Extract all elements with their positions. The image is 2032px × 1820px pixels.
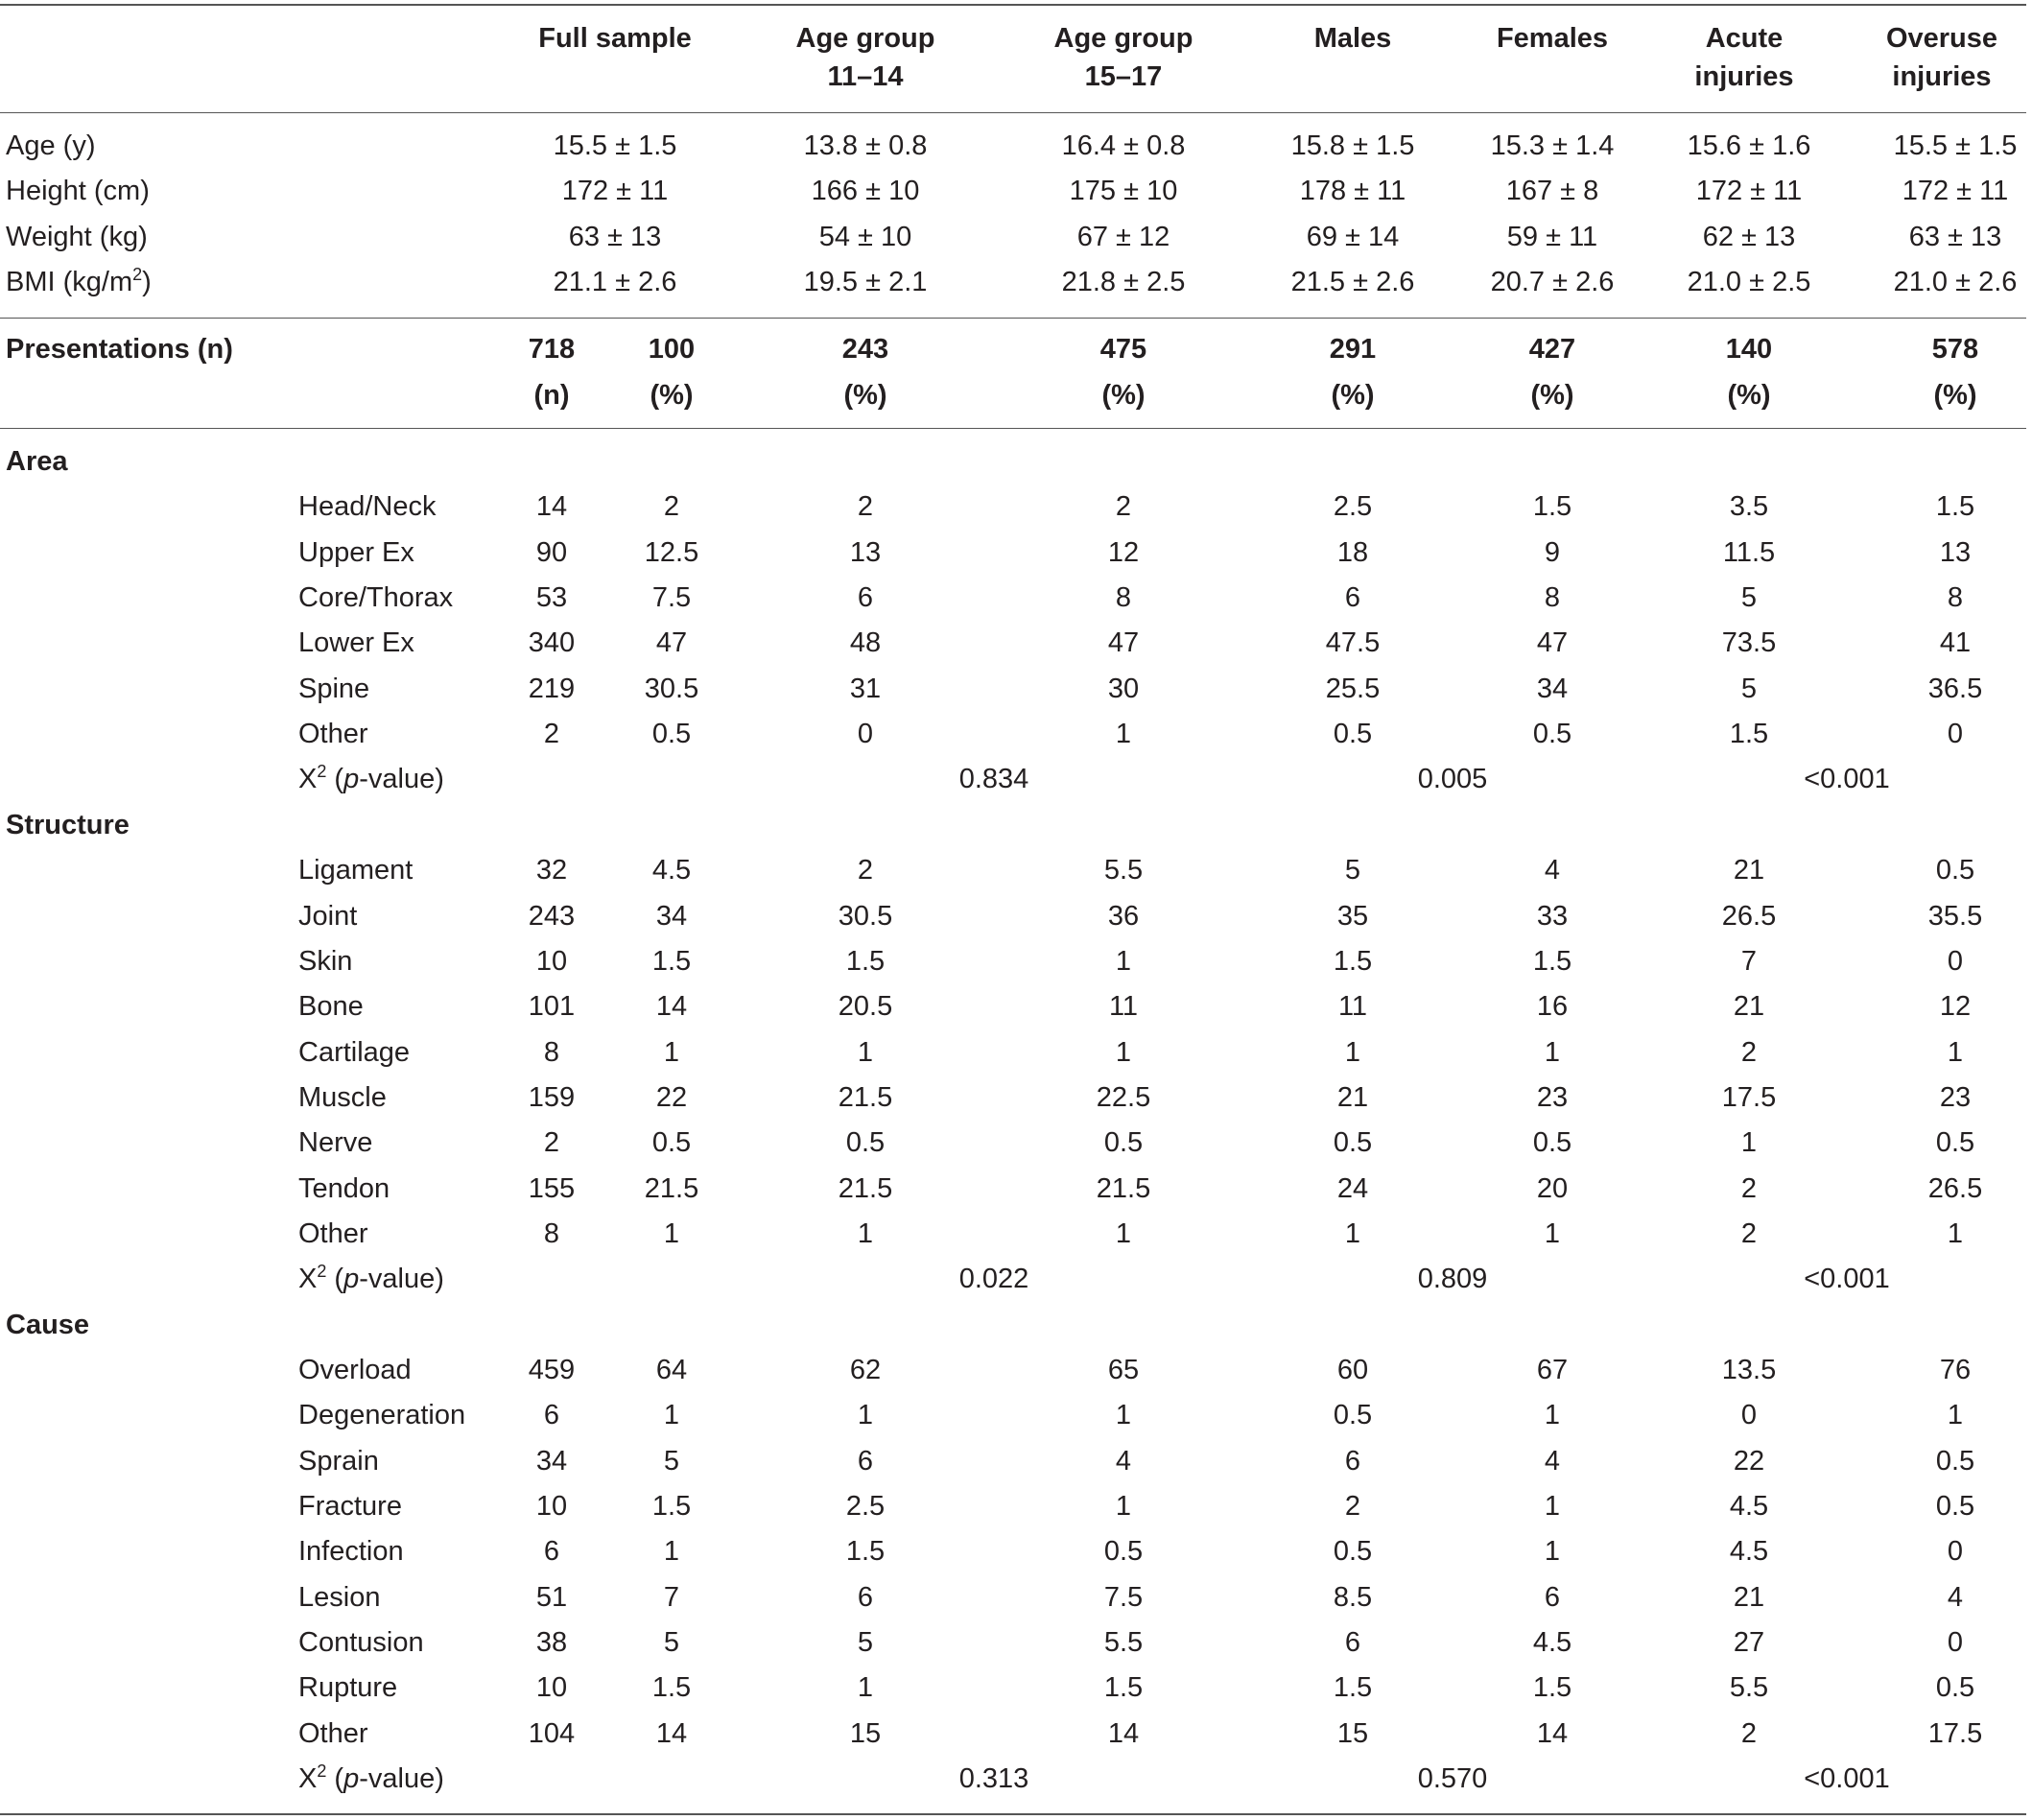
table-cell: 1: [1544, 1536, 1561, 1568]
table-cell: 2: [1344, 1491, 1361, 1523]
presentation-count: 578: [1931, 334, 1979, 365]
table-cell: 10: [535, 1491, 568, 1523]
demographic-value: 67 ± 12: [1076, 221, 1170, 252]
demographic-value: 15.3 ± 1.4: [1490, 130, 1615, 161]
table-cell: 7: [663, 1581, 680, 1613]
presentations-rule: [0, 428, 2026, 429]
presentation-unit: (%): [843, 380, 887, 411]
demographic-value: 166 ± 10: [811, 176, 920, 207]
table-cell: 60: [1336, 1355, 1369, 1385]
table-cell: 5: [857, 1627, 874, 1659]
demographic-value: 178 ± 11: [1299, 176, 1406, 207]
demographic-value: 21.0 ± 2.6: [1893, 267, 2018, 298]
demographic-value: 21.5 ± 2.6: [1290, 267, 1415, 298]
table-cell: 2: [857, 491, 874, 523]
table-cell: 5: [1740, 582, 1758, 614]
section-title: Area: [6, 446, 68, 477]
table-cell: 2: [1740, 1172, 1758, 1204]
table-cell: 1.5: [1103, 1672, 1144, 1704]
table-cell: 30.5: [644, 673, 699, 704]
presentations-label: Presentations (n): [6, 334, 233, 365]
table-cell: 0.5: [1333, 1536, 1373, 1568]
demographic-label: Weight (kg): [6, 221, 148, 252]
table-cell: 1.5: [651, 1672, 692, 1704]
table-cell: 1: [1344, 1217, 1361, 1249]
demographic-label: BMI $(kg/m^2)$: [6, 265, 152, 298]
table-cell: 7.5: [651, 582, 692, 614]
table-cell: 21: [1733, 991, 1765, 1023]
table-cell: 6: [857, 582, 874, 614]
row-label: Lower Ex: [298, 627, 414, 659]
table-cell: 8: [1947, 582, 1964, 614]
demographic-value: 20.7 ± 2.6: [1490, 267, 1615, 298]
table-cell: 8: [543, 1217, 560, 1249]
table-cell: 35.5: [1927, 900, 1983, 932]
table-cell: 1: [1544, 1036, 1561, 1068]
demographic-value: 15.8 ± 1.5: [1290, 130, 1415, 161]
table-cell: 21.5: [644, 1172, 699, 1204]
table-cell: 17.5: [1927, 1717, 1983, 1749]
demographic-value: 21.0 ± 2.5: [1687, 267, 1811, 298]
table-cell: 65: [1107, 1355, 1140, 1385]
p-value: <0.001: [1804, 1763, 1890, 1795]
table-cell: 14: [655, 1717, 688, 1749]
table-cell: 21: [1733, 855, 1765, 886]
row-label: Rupture: [298, 1672, 398, 1704]
table-cell: 15: [1336, 1717, 1369, 1749]
table-cell: 12.5: [644, 536, 699, 568]
table-cell: 16: [1536, 991, 1569, 1023]
table-cell: 18: [1336, 536, 1369, 568]
table-cell: 38: [535, 1627, 568, 1659]
table-cell: 1: [1115, 719, 1132, 750]
table-cell: 14: [1536, 1717, 1569, 1749]
table-cell: 31: [849, 673, 882, 704]
table-cell: 17.5: [1721, 1081, 1777, 1113]
table-cell: 0.5: [1103, 1536, 1144, 1568]
demographic-value: 63 ± 13: [568, 221, 662, 252]
table-cell: 1: [1344, 1036, 1361, 1068]
table-cell: 6: [1544, 1581, 1561, 1613]
table-cell: 0.5: [651, 719, 692, 750]
table-cell: 1: [857, 1400, 874, 1431]
table-cell: 0.5: [1333, 719, 1373, 750]
row-label: Joint: [298, 900, 358, 932]
header-females: Females: [1496, 23, 1609, 54]
table-cell: 36: [1107, 900, 1140, 932]
row-label: Nerve: [298, 1127, 373, 1159]
table-cell: 62: [849, 1355, 882, 1385]
table-cell: 47.5: [1325, 627, 1381, 659]
table-cell: 0.5: [1532, 719, 1572, 750]
table-cell: 155: [528, 1172, 576, 1204]
table-cell: 1: [857, 1672, 874, 1704]
top-rule: [0, 4, 2026, 6]
table-cell: 1: [857, 1217, 874, 1249]
table-cell: 26.5: [1927, 1172, 1983, 1204]
table-cell: 1: [1947, 1400, 1964, 1431]
presentation-count: 140: [1725, 334, 1773, 365]
row-label: Spine: [298, 673, 370, 704]
demographic-value: 54 ± 10: [818, 221, 912, 252]
demographic-value: 172 ± 11: [561, 176, 669, 207]
presentation-count: 475: [1099, 334, 1147, 365]
table-cell: 1: [663, 1217, 680, 1249]
demographic-value: 16.4 ± 0.8: [1061, 130, 1186, 161]
table-cell: 9: [1544, 536, 1561, 568]
table-cell: 3.5: [1729, 491, 1769, 523]
table-cell: 2: [1740, 1036, 1758, 1068]
table-cell: 33: [1536, 900, 1569, 932]
table-cell: 5.5: [1103, 1627, 1144, 1659]
table-cell: 6: [543, 1400, 560, 1431]
presentation-unit: (%): [650, 380, 694, 411]
table-cell: 4: [1544, 1445, 1561, 1477]
table-cell: 30.5: [838, 900, 893, 932]
table-cell: 0: [1947, 1627, 1964, 1659]
table-cell: 47: [1536, 627, 1569, 659]
table-cell: 8: [543, 1036, 560, 1068]
table-cell: 10: [535, 945, 568, 977]
presentation-count: 291: [1329, 334, 1377, 365]
p-value: 0.570: [1417, 1763, 1488, 1795]
table-cell: 1: [1544, 1217, 1561, 1249]
table-cell: 1: [663, 1536, 680, 1568]
header-males: Males: [1313, 23, 1392, 54]
bottom-rule: [0, 1813, 2026, 1815]
table-cell: 47: [1107, 627, 1140, 659]
table-cell: 1.5: [651, 945, 692, 977]
table-cell: 67: [1536, 1355, 1569, 1385]
row-label: Bone: [298, 991, 364, 1023]
table-cell: 1: [663, 1400, 680, 1431]
table-cell: 5: [663, 1445, 680, 1477]
row-label: Muscle: [298, 1081, 387, 1113]
demographic-label: Height (cm): [6, 176, 150, 207]
table-cell: 0.5: [1333, 1127, 1373, 1159]
table-cell: 1: [1115, 1491, 1132, 1523]
table-cell: 159: [528, 1081, 576, 1113]
row-label: Skin: [298, 945, 353, 977]
table-cell: 47: [655, 627, 688, 659]
table-cell: 2.5: [845, 1491, 886, 1523]
demographic-value: 167 ± 8: [1505, 176, 1599, 207]
table-cell: 4.5: [651, 855, 692, 886]
table-cell: 1: [857, 1036, 874, 1068]
table-cell: 1: [1115, 1217, 1132, 1249]
presentation-unit: (%): [1933, 380, 1977, 411]
p-value: <0.001: [1804, 764, 1890, 795]
table-cell: 12: [1939, 991, 1972, 1023]
table-cell: 2: [663, 491, 680, 523]
table-cell: 5.5: [1103, 855, 1144, 886]
table-cell: 7: [1740, 945, 1758, 977]
table-cell: 2: [857, 855, 874, 886]
table-cell: 6: [857, 1445, 874, 1477]
table-cell: 26.5: [1721, 900, 1777, 932]
table-cell: 2: [543, 1127, 560, 1159]
table-cell: 10: [535, 1672, 568, 1704]
table-cell: 23: [1939, 1081, 1972, 1113]
table-cell: 459: [528, 1355, 576, 1385]
table-cell: 53: [535, 582, 568, 614]
row-label: Other: [298, 1217, 368, 1249]
table-cell: 4.5: [1729, 1536, 1769, 1568]
demographic-value: 69 ± 14: [1306, 221, 1400, 252]
table-cell: 4.5: [1532, 1627, 1572, 1659]
demographic-value: 172 ± 11: [1695, 176, 1803, 207]
table-cell: 36.5: [1927, 673, 1983, 704]
table-cell: 1.5: [1532, 491, 1572, 523]
row-label: Head/Neck: [298, 491, 437, 523]
table-cell: 21.5: [838, 1172, 893, 1204]
table-cell: 1.5: [1532, 945, 1572, 977]
table-cell: 219: [528, 673, 576, 704]
table-cell: 6: [1344, 582, 1361, 614]
table-cell: 35: [1336, 900, 1369, 932]
table-cell: 27: [1733, 1627, 1765, 1659]
table-cell: 1.5: [1729, 719, 1769, 750]
table-cell: 5: [1740, 673, 1758, 704]
demographic-value: 15.5 ± 1.5: [553, 130, 677, 161]
table-cell: 1: [1947, 1036, 1964, 1068]
table-cell: 1: [1740, 1127, 1758, 1159]
table-cell: 21: [1336, 1081, 1369, 1113]
table-cell: 0.5: [1935, 1445, 1975, 1477]
table-cell: 13.5: [1721, 1355, 1777, 1385]
table-cell: 4: [1947, 1581, 1964, 1613]
table-cell: 1: [1115, 1400, 1132, 1431]
table-cell: 5: [663, 1627, 680, 1659]
table-cell: 14: [535, 491, 568, 523]
table-cell: 104: [528, 1717, 576, 1749]
table-cell: 21.5: [838, 1081, 893, 1113]
table-cell: 2: [1740, 1217, 1758, 1249]
table-cell: 0.5: [1935, 1672, 1975, 1704]
table-cell: 0.5: [1935, 855, 1975, 886]
table-cell: 21.5: [1096, 1172, 1151, 1204]
table-cell: 0: [1947, 719, 1964, 750]
presentation-unit: (%): [1727, 380, 1771, 411]
table-cell: 6: [857, 1581, 874, 1613]
p-value: 0.313: [958, 1763, 1029, 1795]
section-title: Cause: [6, 1309, 90, 1340]
row-label: Tendon: [298, 1172, 390, 1204]
table-cell: 48: [849, 627, 882, 659]
presentation-count: 243: [841, 334, 889, 365]
table-cell: 14: [655, 991, 688, 1023]
demographic-value: 15.6 ± 1.6: [1687, 130, 1811, 161]
table-cell: 5: [1344, 855, 1361, 886]
table-cell: 2: [1115, 491, 1132, 523]
header-age-15-17: Age group 15–17: [1053, 23, 1193, 92]
table-cell: 13: [849, 536, 882, 568]
demographic-value: 21.8 ± 2.5: [1061, 267, 1186, 298]
row-label: Sprain: [298, 1445, 379, 1477]
table-cell: 13: [1939, 536, 1972, 568]
demographic-value: 62 ± 13: [1702, 221, 1796, 252]
table-cell: 1.5: [845, 1536, 886, 1568]
table-cell: 340: [528, 627, 576, 659]
row-label: Upper Ex: [298, 536, 414, 568]
row-label: Contusion: [298, 1627, 424, 1659]
table-cell: 0: [1740, 1400, 1758, 1431]
table-cell: 4.5: [1729, 1491, 1769, 1523]
row-label: Fracture: [298, 1491, 402, 1523]
header-age-11-14: Age group 11–14: [795, 23, 935, 92]
table-cell: 1: [1115, 1036, 1132, 1068]
table-cell: 34: [655, 900, 688, 932]
table-cell: 1: [663, 1036, 680, 1068]
table-cell: 7.5: [1103, 1581, 1144, 1613]
table-cell: 24: [1336, 1172, 1369, 1204]
table-cell: 1.5: [651, 1491, 692, 1523]
row-label: Overload: [298, 1355, 412, 1385]
table-cell: 101: [528, 991, 576, 1023]
table-cell: 6: [1344, 1445, 1361, 1477]
table-cell: 0: [1947, 1536, 1964, 1568]
table-cell: 22: [655, 1081, 688, 1113]
row-label: Degeneration: [298, 1400, 466, 1431]
table-cell: 2: [543, 719, 560, 750]
presentation-unit: (n): [533, 380, 570, 411]
table-cell: 0.5: [845, 1127, 886, 1159]
table-cell: 41: [1939, 627, 1972, 659]
table-cell: 11: [1337, 991, 1368, 1023]
demographic-value: 19.5 ± 2.1: [803, 267, 928, 298]
table-cell: 90: [535, 536, 568, 568]
p-value: 0.005: [1417, 764, 1488, 795]
p-value: 0.809: [1417, 1264, 1488, 1295]
presentation-unit: (%): [1530, 380, 1574, 411]
table-cell: 243: [528, 900, 576, 932]
table-cell: 32: [535, 855, 568, 886]
table-cell: 14: [1107, 1717, 1140, 1749]
table-cell: 0.5: [1103, 1127, 1144, 1159]
row-label: Lesion: [298, 1581, 381, 1613]
table-cell: 1.5: [845, 945, 886, 977]
demographic-value: 63 ± 13: [1908, 221, 2002, 252]
presentation-count: 100: [648, 334, 696, 365]
table-cell: 6: [1344, 1627, 1361, 1659]
row-label: Other: [298, 719, 368, 750]
row-label: Ligament: [298, 855, 413, 886]
presentation-unit: (%): [1101, 380, 1146, 411]
table-cell: 51: [535, 1581, 568, 1613]
table-cell: 8: [1115, 582, 1132, 614]
table-cell: 6: [543, 1536, 560, 1568]
table-cell: 34: [535, 1445, 568, 1477]
demographic-value: 59 ± 11: [1506, 221, 1598, 252]
table-cell: 1.5: [1532, 1672, 1572, 1704]
table-cell: 0.5: [1935, 1127, 1975, 1159]
presentation-unit: (%): [1331, 380, 1375, 411]
demographic-value: 21.1 ± 2.6: [553, 267, 677, 298]
demographics-rule: [0, 318, 2026, 319]
table-cell: 5.5: [1729, 1672, 1769, 1704]
demographic-value: 172 ± 11: [1902, 176, 2009, 207]
table-cell: 2.5: [1333, 491, 1373, 523]
section-title: Structure: [6, 809, 130, 840]
table-cell: 20.5: [838, 991, 893, 1023]
table-cell: 8.5: [1333, 1581, 1373, 1613]
row-label: Core/Thorax: [298, 582, 454, 614]
chi-square-label: $X^2$ (p-value): [298, 762, 444, 795]
chi-square-label: $X^2$ (p-value): [298, 1262, 444, 1295]
table-cell: 2: [1740, 1717, 1758, 1749]
chi-square-label: $X^2$ (p-value): [298, 1761, 444, 1795]
demographic-value: 13.8 ± 0.8: [803, 130, 928, 161]
table-cell: 21: [1733, 1581, 1765, 1613]
table-cell: 4: [1544, 855, 1561, 886]
table-cell: 0.5: [651, 1127, 692, 1159]
table-cell: 8: [1544, 582, 1561, 614]
demographic-label: Age (y): [6, 130, 96, 161]
table-cell: 11.5: [1722, 536, 1776, 568]
p-value: <0.001: [1804, 1264, 1890, 1295]
presentation-count: 718: [528, 334, 576, 365]
table-cell: 73.5: [1721, 627, 1777, 659]
table-cell: 4: [1115, 1445, 1132, 1477]
table-cell: 15: [849, 1717, 882, 1749]
table-cell: 34: [1536, 673, 1569, 704]
presentation-count: 427: [1528, 334, 1576, 365]
header-overuse-injuries: Overuse injuries: [1885, 23, 1998, 92]
table-cell: 0: [857, 719, 874, 750]
table-cell: 1: [1544, 1491, 1561, 1523]
table-cell: 22: [1733, 1445, 1765, 1477]
table-cell: 0.5: [1333, 1400, 1373, 1431]
p-value: 0.022: [958, 1264, 1029, 1295]
table-cell: 11: [1108, 991, 1139, 1023]
table-cell: 1.5: [1935, 491, 1975, 523]
header-rule: [0, 112, 2026, 113]
table-cell: 64: [655, 1355, 688, 1385]
header-acute-injuries: Acute injuries: [1694, 23, 1794, 92]
table-cell: 30: [1107, 673, 1140, 704]
table-cell: 1: [1115, 945, 1132, 977]
row-label: Other: [298, 1717, 368, 1749]
table-cell: 0.5: [1532, 1127, 1572, 1159]
table-cell: 0.5: [1935, 1491, 1975, 1523]
demographic-value: 15.5 ± 1.5: [1893, 130, 2018, 161]
table-cell: 1.5: [1333, 945, 1373, 977]
table-cell: 76: [1939, 1355, 1972, 1385]
table-cell: 25.5: [1325, 673, 1381, 704]
row-label: Infection: [298, 1536, 404, 1568]
table-cell: 23: [1536, 1081, 1569, 1113]
demographic-value: 175 ± 10: [1069, 176, 1178, 207]
row-label: Cartilage: [298, 1036, 411, 1068]
table-cell: 1: [1947, 1217, 1964, 1249]
table-cell: 22.5: [1096, 1081, 1151, 1113]
table-cell: 12: [1107, 536, 1140, 568]
table-cell: 20: [1536, 1172, 1569, 1204]
table-cell: 1: [1544, 1400, 1561, 1431]
table-cell: 0: [1947, 945, 1964, 977]
table-cell: 1.5: [1333, 1672, 1373, 1704]
header-full-sample: Full sample: [538, 23, 692, 54]
p-value: 0.834: [958, 764, 1029, 795]
